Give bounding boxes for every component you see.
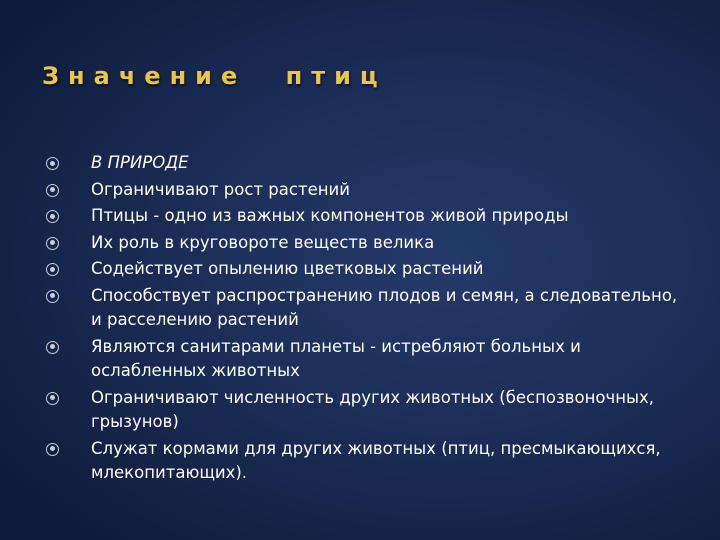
circled-dot-bullet-icon <box>46 392 59 405</box>
circled-dot-bullet-icon <box>46 263 59 276</box>
bullet-text: Птицы - одно из важных компонентов живой природы <box>91 206 569 225</box>
bullet-text: Ограничивают рост растений <box>91 179 350 199</box>
circled-dot-bullet-icon <box>46 210 59 223</box>
bullet-item <box>46 178 686 203</box>
circled-dot-bullet-icon <box>46 341 59 354</box>
bullet-item <box>46 231 686 256</box>
slide-title: Значение птиц <box>42 62 387 90</box>
circled-dot-bullet-icon <box>46 157 59 170</box>
circled-dot-bullet-icon <box>46 237 59 250</box>
bullet-text: Способствует распространению плодов и семян, а следовательно, и расселению растений <box>91 285 678 329</box>
bullet-text: В ПРИРОДЕ <box>91 153 189 172</box>
bullet-text: Их роль в круговороте веществ велика <box>91 232 435 252</box>
bullet-item <box>46 151 686 176</box>
bullet-text: Ограничивают численность других животных (беспозвоночных, грызунов) <box>91 387 655 431</box>
circled-dot-bullet-icon <box>46 184 59 197</box>
circled-dot-bullet-icon <box>46 290 59 303</box>
circled-dot-bullet-icon <box>46 443 59 456</box>
bullet-text: Содействует опылению цветковых растений <box>91 259 484 278</box>
bullet-item <box>46 437 686 486</box>
bullet-item <box>46 204 686 229</box>
bullet-item <box>46 257 686 282</box>
bullet-text: Являются санитарами планеты - истребляют больных и ослабленных животных <box>91 336 581 380</box>
bullet-item <box>46 284 686 333</box>
bullet-item <box>46 335 686 384</box>
bullet-list <box>46 151 686 488</box>
bullet-text: Служат кормами для других животных (птиц, пресмыкающихся, млекопитающих). <box>91 438 661 482</box>
bullet-item <box>46 386 686 435</box>
